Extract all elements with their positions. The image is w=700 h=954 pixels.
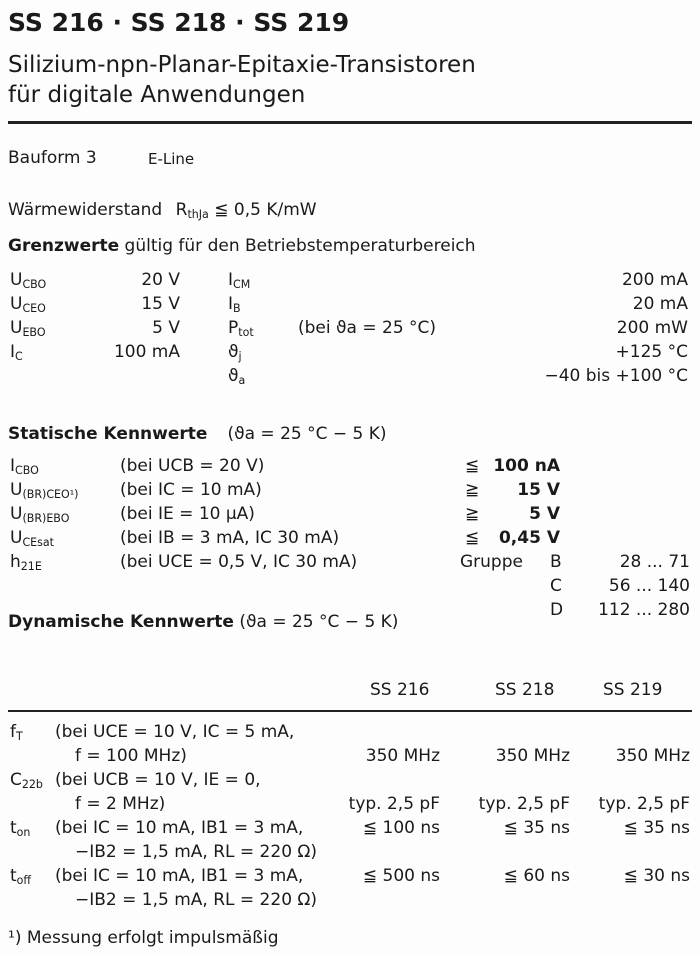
static-value: 0,45 V	[498, 528, 560, 548]
dynamic-value: 350 MHz	[615, 746, 690, 766]
dynamic-value: typ. 2,5 pF	[478, 794, 570, 814]
static-relation: ≧	[465, 504, 480, 524]
limit-value: 200 mA	[621, 270, 688, 290]
limit-value: 20 V	[141, 270, 180, 290]
limit-value: +125 °C	[615, 342, 688, 362]
static-condition: (bei IB = 3 mA, IC 30 mA)	[120, 528, 340, 548]
limit-value: 15 V	[141, 294, 180, 314]
subtitle-line-2: für digitale Anwendungen	[8, 82, 306, 108]
limit-symbol: $ϑ_j$	[228, 342, 242, 363]
subtitle-line-1: Silizium-npn-Planar-Epitaxie-Transistoren	[8, 52, 476, 78]
dynamic-condition-2: −IB2 = 1,5 mA, RL = 220 Ω)	[75, 842, 318, 862]
group-letter: D	[550, 600, 564, 620]
gruppe-label: Gruppe	[460, 552, 523, 572]
dynamic-condition-2: f = 2 MHz)	[75, 794, 166, 814]
column-ss219: SS 219	[603, 680, 663, 700]
static-symbol: $h_{21E}$	[10, 552, 42, 573]
dynamic-title: Dynamische Kennwerte (ϑa = 25 °C − 5 K)	[8, 612, 399, 632]
limit-symbol: $U_{EBO}$	[10, 318, 46, 339]
dynamic-condition-1: (bei UCE = 10 V, IC = 5 mA,	[55, 722, 295, 742]
limit-condition: (bei ϑa = 25 °C)	[298, 318, 437, 338]
column-ss216: SS 216	[370, 680, 430, 700]
static-relation: ≧	[465, 480, 480, 500]
static-value: 5 V	[529, 504, 560, 524]
limit-symbol: $I_C$	[10, 342, 23, 363]
static-relation: ≦	[465, 528, 480, 548]
static-condition: (bei UCB = 20 V)	[120, 456, 265, 476]
limit-value: 20 mA	[632, 294, 688, 314]
limit-symbol: $I_{CM}$	[228, 270, 251, 291]
static-symbol: $I_{CBO}$	[10, 456, 39, 477]
package-label: Bauform 3	[8, 148, 97, 168]
dynamic-condition-1: (bei IC = 10 mA, IB1 = 3 mA,	[55, 866, 304, 886]
group-letter: C	[550, 576, 562, 596]
dynamic-value: 350 MHz	[365, 746, 440, 766]
thermal-label: Wärmewiderstand	[8, 200, 163, 220]
dynamic-value: ≦ 500 ns	[362, 866, 440, 886]
static-condition: (bei UCE = 0,5 V, IC 30 mA)	[120, 552, 358, 572]
dynamic-value: ≦ 35 ns	[623, 818, 690, 838]
dynamic-value: ≦ 60 ns	[503, 866, 570, 886]
limit-value: 100 mA	[113, 342, 180, 362]
limits-title: Grenzwerte gültig für den Betriebstemperaturbereich	[8, 236, 476, 256]
dynamic-condition-2: f = 100 MHz)	[75, 746, 187, 766]
static-condition: (bei IE = 10 µA)	[120, 504, 255, 524]
static-symbol: $U_{(BR)EBO}$	[10, 504, 70, 525]
package-value: E-Line	[148, 150, 195, 168]
thermal-value: ≦ 0,5 K/mW	[214, 200, 317, 220]
group-range: 56 ... 140	[608, 576, 690, 596]
dynamic-symbol: $t_{on}$	[10, 818, 31, 839]
doc-title: SS 216 · SS 218 · SS 219	[8, 8, 350, 37]
static-condition: (bei IC = 10 mA)	[120, 480, 262, 500]
dynamic-value: ≦ 35 ns	[503, 818, 570, 838]
dynamic-value: typ. 2,5 pF	[348, 794, 440, 814]
group-range: 112 ... 280	[598, 600, 690, 620]
dynamic-condition-1: (bei IC = 10 mA, IB1 = 3 mA,	[55, 818, 304, 838]
limit-symbol: $P_{tot}$	[228, 318, 254, 339]
thermal-symbol: $R_{thJa}$	[175, 200, 209, 221]
limit-symbol: $I_B$	[228, 294, 241, 315]
limit-symbol: $U_{CBO}$	[10, 270, 47, 291]
static-value: 100 nA	[493, 456, 560, 476]
group-letter: B	[550, 552, 562, 572]
thermal-resistance	[8, 200, 317, 221]
limit-value: 5 V	[152, 318, 180, 338]
group-range: 28 ... 71	[619, 552, 690, 572]
footnote: ¹) Messung erfolgt impulsmäßig	[8, 928, 279, 948]
limit-value: −40 bis +100 °C	[544, 366, 688, 386]
header-rule	[8, 121, 692, 124]
dynamic-symbol: $f_T$	[10, 722, 23, 743]
dynamic-rule	[8, 710, 692, 712]
static-symbol: $U_{CEsat}$	[10, 528, 55, 549]
static-value: 15 V	[517, 480, 560, 500]
dynamic-value: typ. 2,5 pF	[598, 794, 690, 814]
static-relation: ≦	[465, 456, 480, 476]
dynamic-symbol: $C_{22b}$	[10, 770, 43, 791]
static-title: Statische Kennwerte (ϑa = 25 °C − 5 K)	[8, 424, 387, 444]
limit-symbol: $U_{CEO}$	[10, 294, 46, 315]
dynamic-condition-2: −IB2 = 1,5 mA, RL = 220 Ω)	[75, 890, 318, 910]
dynamic-value: ≦ 30 ns	[623, 866, 690, 886]
dynamic-condition-1: (bei UCB = 10 V, IE = 0,	[55, 770, 261, 790]
limit-symbol: $ϑ_a$	[228, 366, 246, 387]
dynamic-value: ≦ 100 ns	[362, 818, 440, 838]
column-ss218: SS 218	[495, 680, 555, 700]
static-symbol: $U_{(BR)CEO^1)}$	[10, 480, 79, 501]
dynamic-value: 350 MHz	[495, 746, 570, 766]
dynamic-symbol: $t_{off}$	[10, 866, 32, 887]
limit-value: 200 mW	[616, 318, 688, 338]
